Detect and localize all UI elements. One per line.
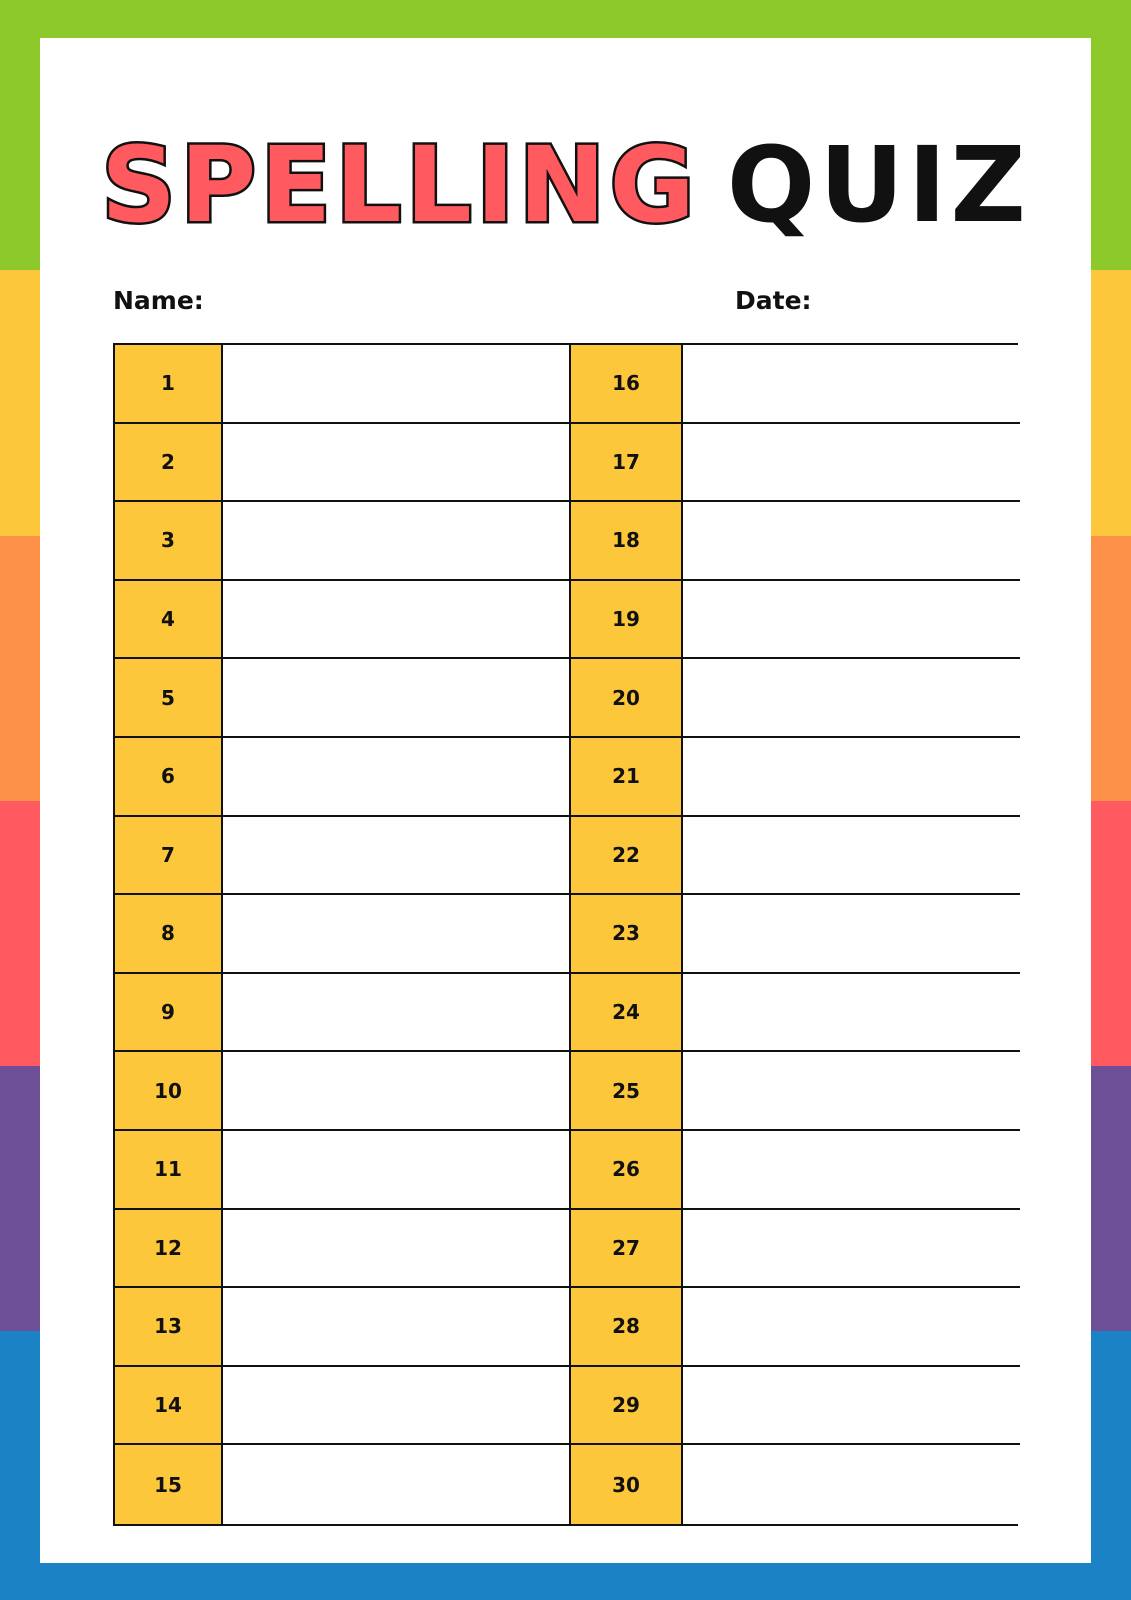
question-number: 19 [571, 581, 683, 660]
name-label: Name: [113, 286, 204, 315]
answer-field[interactable] [223, 1052, 571, 1131]
question-number: 26 [571, 1131, 683, 1210]
question-number: 3 [115, 502, 223, 581]
date-label: Date: [735, 286, 812, 315]
answer-field[interactable] [683, 738, 1020, 817]
answer-field[interactable] [223, 1210, 571, 1289]
answer-field[interactable] [683, 895, 1020, 974]
question-number: 13 [115, 1288, 223, 1367]
question-number: 21 [571, 738, 683, 817]
answer-field[interactable] [223, 974, 571, 1053]
question-number: 1 [115, 345, 223, 424]
question-number: 9 [115, 974, 223, 1053]
answer-field[interactable] [683, 659, 1020, 738]
question-number: 29 [571, 1367, 683, 1446]
answer-field[interactable] [223, 345, 571, 424]
answer-field[interactable] [683, 1445, 1020, 1524]
answer-field[interactable] [223, 1367, 571, 1446]
answer-field[interactable] [683, 1367, 1020, 1446]
worksheet-page [40, 38, 1091, 1563]
answer-field[interactable] [683, 581, 1020, 660]
question-number: 30 [571, 1445, 683, 1524]
answer-field[interactable] [683, 1052, 1020, 1131]
question-number: 7 [115, 817, 223, 896]
answer-field[interactable] [223, 1445, 571, 1524]
question-number: 15 [115, 1445, 223, 1524]
answer-table [113, 343, 1018, 1526]
question-number: 27 [571, 1210, 683, 1289]
question-number: 24 [571, 974, 683, 1053]
title-word-spelling: SPELLING [101, 124, 699, 246]
question-number: 25 [571, 1052, 683, 1131]
answer-field[interactable] [223, 817, 571, 896]
question-number: 14 [115, 1367, 223, 1446]
answer-field[interactable] [683, 817, 1020, 896]
answer-field[interactable] [223, 1131, 571, 1210]
answer-field[interactable] [223, 895, 571, 974]
question-number: 11 [115, 1131, 223, 1210]
question-number: 16 [571, 345, 683, 424]
answer-field[interactable] [223, 581, 571, 660]
answer-field[interactable] [683, 1210, 1020, 1289]
question-number: 22 [571, 817, 683, 896]
question-number: 23 [571, 895, 683, 974]
question-number: 28 [571, 1288, 683, 1367]
question-number: 17 [571, 424, 683, 503]
answer-field[interactable] [223, 738, 571, 817]
answer-field[interactable] [683, 1131, 1020, 1210]
answer-field[interactable] [223, 659, 571, 738]
answer-field[interactable] [683, 502, 1020, 581]
title-word-quiz: QUIZ [726, 124, 1030, 246]
answer-field[interactable] [683, 1288, 1020, 1367]
question-number: 2 [115, 424, 223, 503]
answer-field[interactable] [223, 424, 571, 503]
answer-field[interactable] [683, 345, 1020, 424]
answer-field[interactable] [683, 424, 1020, 503]
question-number: 8 [115, 895, 223, 974]
question-number: 12 [115, 1210, 223, 1289]
question-number: 20 [571, 659, 683, 738]
answer-field[interactable] [683, 974, 1020, 1053]
question-number: 18 [571, 502, 683, 581]
page-title [40, 124, 1091, 246]
question-number: 6 [115, 738, 223, 817]
question-number: 10 [115, 1052, 223, 1131]
answer-field[interactable] [223, 502, 571, 581]
question-number: 5 [115, 659, 223, 738]
question-number: 4 [115, 581, 223, 660]
answer-field[interactable] [223, 1288, 571, 1367]
